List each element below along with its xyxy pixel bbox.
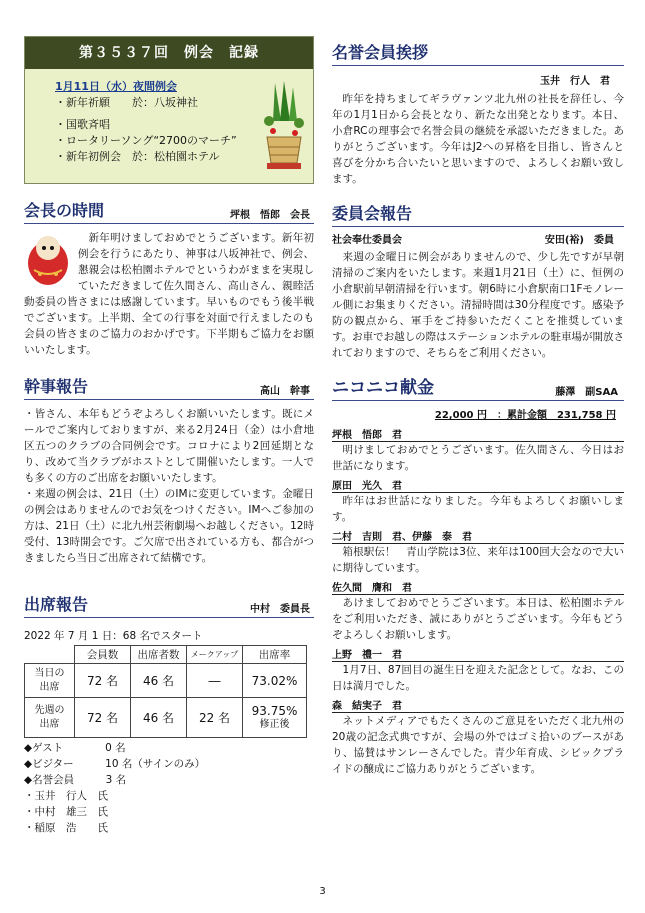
donor-name: 上野 禮一 君 xyxy=(332,643,624,662)
nikoniko-entry xyxy=(332,474,624,525)
honorary-name: ・玉井 行人 氏 xyxy=(24,790,108,802)
donor-name: 原田 光久 君 xyxy=(332,474,624,493)
header-present: 出席者数 xyxy=(131,646,187,664)
cell-rate xyxy=(243,698,307,738)
meeting-date: 1月11日（水）夜間例会 xyxy=(55,80,177,93)
donor-name: 佐久間 膺和 君 xyxy=(332,576,624,595)
section-title: 委員会報告 xyxy=(332,204,413,223)
cell-members: 72 名 xyxy=(75,664,131,698)
committee-section xyxy=(332,201,624,361)
nikoniko-entry xyxy=(332,694,624,777)
committee-heading xyxy=(332,201,624,227)
program-item: ・新年初例会 於：松柏園ホテル xyxy=(55,150,220,163)
donor-name: 坪根 悟郎 君 xyxy=(332,423,624,442)
attendance-heading xyxy=(24,592,314,618)
donor-message: 明けましておめでとうございます。佐久間さん、今日はお世話になります。 xyxy=(332,444,624,472)
section-title: 名誉会員挨拶 xyxy=(332,43,429,62)
attendance-table xyxy=(24,645,307,738)
rate-note: 修正後 xyxy=(259,718,290,730)
cell-present: 46 名 xyxy=(131,698,187,738)
cell-rate: 73.02% xyxy=(243,664,307,698)
committee-body: 来週の金曜日に例会がありませんので、少し先ですが早朝清掃のご案内をいたします。来週1月21日（土）に、恒例の小倉駅前早朝清掃を行います。朝6時に小倉駅南口1Fモノレール側にお集まりください。清掃時間は30分程度です。感染予防の観点から、軍手をご持参いただくことを推奨しています。お車でお越しの際はステーションホテルの駐車場が開放されておりますので、そちらをご利用ください。 xyxy=(332,251,625,359)
daruma-icon xyxy=(24,230,72,286)
section-author: 中村 委員長 xyxy=(250,604,310,615)
section-author: 藤澤 副SAA xyxy=(555,387,618,398)
president-section xyxy=(24,198,314,358)
donor-name: 二村 吉則 君、伊藤 泰 君 xyxy=(332,525,624,544)
program-item: ・ロータリーソング“2700のマーチ” xyxy=(55,134,237,147)
rate-value: 93.75% xyxy=(251,703,298,718)
attendance-start: 2022 年 7 月 1 日：68 名でスタート xyxy=(24,630,203,642)
committee-subheading xyxy=(332,231,624,246)
section-author: 玉井 行人 君 xyxy=(540,76,610,87)
nikoniko-entry xyxy=(332,525,624,576)
president-body: 新年明けましておめでとうございます。新年初例会を行うにあたり、神事は八坂神社で、例会、懇親会は松柏園ホテルでというわがままを実現していただきまして佐久間さん、高山さん、親睦活動委員の皆さまには感謝しています。早いものでもう後半戦でございます。上半期、全ての行事を対面で行えましたのも会員の皆さまのご協力のおかげです。下半期もご協力をお願いいたします。 xyxy=(24,232,314,356)
program-item: ・新年祈願 於：八坂神社 xyxy=(55,96,198,109)
section-author: 高山 幹事 xyxy=(260,386,310,397)
section-title: 出席報告 xyxy=(24,595,89,614)
nikoniko-total: 22,000 円 ：累計金額 231,758 円 xyxy=(434,410,616,421)
cell-makeup: 22 名 xyxy=(187,698,243,738)
header-rate: 出席率 xyxy=(243,646,307,664)
secretary-heading xyxy=(24,374,314,400)
secretary-body-2: ・来週の例会は、21日（土）のIMに変更しています。金曜日の例会はありませんのでお気をつけください。IMへご参加の方は、21日（土）に北九州芸術劇場へお越しください。12時受付、13時開会です。ご欠席で出されている方も、都合がつきましたら当日ご出席されて結構です。 xyxy=(24,488,314,564)
donor-message: ネットメディアでもたくさんのご意見をいただく北九州の20歳の記念式典ですが、会場の外ではゴミ拾いのブースがあり、協賛はサンレーさんでした。青少年育成、シビックプライドの醸成にご協力ありがとうございます。 xyxy=(332,715,624,775)
honorary-count: ◆名誉会員 3 名 xyxy=(24,774,127,786)
honorary-name: ・稲原 浩 氏 xyxy=(24,822,108,834)
donor-message: 1月7日、87回目の誕生日を迎えた記念として。なお、この日は満月でした。 xyxy=(332,664,624,692)
attendance-list xyxy=(24,740,314,836)
donor-message: 昨年はお世話になりました。今年もよろしくお願いします。 xyxy=(332,495,624,523)
table-row xyxy=(25,664,307,698)
table-header-row xyxy=(25,646,307,664)
donor-message: 箱根駅伝！ 青山学院は3位、来年は100回大会なので大いに期待しています。 xyxy=(332,546,624,574)
section-title: 会長の時間 xyxy=(24,201,105,220)
nikoniko-entry xyxy=(332,576,624,643)
guest-count: ◆ゲスト 0 名 xyxy=(24,742,126,754)
visitor-count: ◆ビジター 10 名（サインのみ） xyxy=(24,758,206,770)
kadomatsu-icon xyxy=(261,81,307,171)
donor-name: 森 結実子 君 xyxy=(332,694,624,713)
section-title: ニコニコ献金 xyxy=(332,378,434,398)
cell-present: 46 名 xyxy=(131,664,187,698)
header-members: 会員数 xyxy=(75,646,131,664)
nikoniko-heading xyxy=(332,373,624,401)
cell-makeup: ― xyxy=(187,664,243,698)
honorary-greeting-section xyxy=(332,40,624,187)
section-author: 坪根 悟郎 会長 xyxy=(230,210,310,221)
secretary-section xyxy=(24,374,314,566)
attendance-section xyxy=(24,592,314,836)
honorary-heading xyxy=(332,40,624,66)
header-makeup: メークアップ xyxy=(187,646,243,664)
section-title: 幹事報告 xyxy=(24,377,89,396)
meeting-record-banner xyxy=(24,36,314,184)
row-label: 当日の出席 xyxy=(25,664,75,698)
honorary-body: 昨年を持ちましてギラヴァンツ北九州の社長を辞任し、今年の1月1日から会長となり、新たな出発となります。本日、小倉RCの理事会で名誉会員の継続を承認いただきました。ありがとうございます。今年はJ2への昇格を目指し、皆さんと喜びを分かち合いたいと思いますので、よろしくお願い致します。 xyxy=(332,93,624,185)
donor-message: あけましておめでとうございます。本日は、松柏園ホテルをご利用いただき、誠にありがとうございます。今年もどうぞよろしくお願いします。 xyxy=(332,597,624,641)
cell-members: 72 名 xyxy=(75,698,131,738)
program-item: ・国歌斉唱 xyxy=(55,118,110,131)
nikoniko-entry xyxy=(332,423,624,474)
table-row xyxy=(25,698,307,738)
nikoniko-section xyxy=(332,373,624,777)
row-label: 先週の出席 xyxy=(25,698,75,738)
banner-body xyxy=(25,69,313,183)
president-heading xyxy=(24,198,314,224)
banner-title: 第３５３７回 例会 記録 xyxy=(25,37,313,69)
page-number: 3 xyxy=(319,886,326,897)
right-column xyxy=(332,40,624,777)
left-column xyxy=(24,36,314,836)
committee-name: 社会奉仕委員会 xyxy=(332,235,402,246)
section-author: 安田(裕) 委員 xyxy=(544,235,614,246)
honorary-name: ・中村 雄三 氏 xyxy=(24,806,108,818)
secretary-body-1: ・皆さん、本年もどうぞよろしくお願いいたします。既にメールでご案内しておりますが、来る2月24日（金）は小倉地区五つのクラブの合同例会です。コロナにより2回延期となり、改めて当クラブがホストとして開催いたします。一人でも多くの方のご出席をお願いいたします。 xyxy=(24,408,314,484)
nikoniko-entry xyxy=(332,643,624,694)
